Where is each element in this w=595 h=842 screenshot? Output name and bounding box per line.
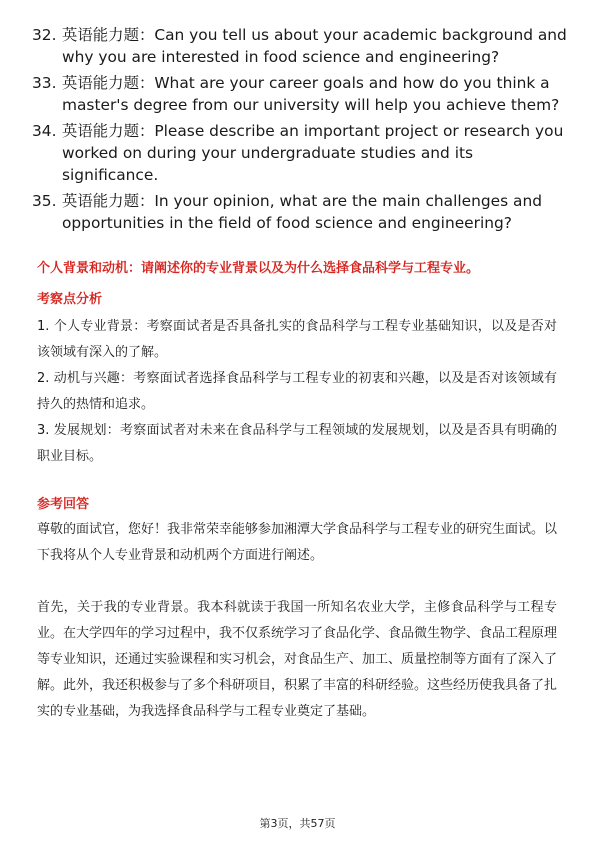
analysis-point: 1. 个人专业背景：考察面试者是否具备扎实的食品科学与工程专业基础知识，以及是否对该领域有深入的了解。 (37, 319, 557, 360)
question-number: 35. (32, 192, 57, 210)
answer-paragraph: 首先，关于我的专业背景。我本科就读于我国一所知名农业大学，主修食品科学与工程专业。在大学四年的学习过程中，我不仅系统学习了食品化学、食品微生物学、食品工程原理等专业知识，还通过实验课程和实习机会，对食品生产、加工、质量控制等方面有了深入了解。此外，我还积极参与了多个科研项目，积累了丰富的科研经验。这些经历使我具备了扎实的专业基础，为我选择食品科学与工程专业奠定了基础。 (37, 600, 558, 719)
question-number: 34. (32, 122, 57, 140)
question-text: 英语能力题：In your opinion, what are the main challenges and opportunities in the field of food science and engineering? (62, 192, 542, 232)
topic-title: 个人背景和动机：请阐述你的专业背景以及为什么选择食品科学与工程专业。 (37, 261, 480, 276)
question-list (32, 24, 567, 238)
topic-section (37, 259, 557, 279)
question-item (32, 190, 567, 234)
question-text: 英语能力题：Please describe an important project or research you worked on during your undergraduate studies and its significance. (62, 122, 564, 184)
answer-paragraph: 尊敬的面试官，您好！我非常荣幸能够参加湘潭大学食品科学与工程专业的研究生面试。以下我将从个人专业背景和动机两个方面进行阐述。 (37, 522, 558, 563)
analysis-point: 2. 动机与兴趣：考察面试者选择食品科学与工程专业的初衷和兴趣，以及是否对该领域有持久的热情和追求。 (37, 371, 557, 412)
analysis-point: 3. 发展规划：考察面试者对未来在食品科学与工程领域的发展规划，以及是否具有明确的职业目标。 (37, 423, 557, 464)
question-number: 32. (32, 26, 57, 44)
question-text: 英语能力题：What are your career goals and how do you think a master's degree from our university will help you achieve them? (62, 74, 560, 114)
question-text: 英语能力题：Can you tell us about your academic background and why you are interested in food science and engineering? (62, 26, 567, 66)
analysis-heading: 考察点分析 (37, 292, 103, 307)
question-number: 33. (32, 74, 57, 92)
answer-section (37, 495, 557, 725)
question-item (32, 24, 567, 68)
page-number: 第3页，共57页 (259, 817, 336, 830)
question-item (32, 72, 567, 116)
analysis-section (37, 290, 557, 470)
question-item (32, 120, 567, 186)
answer-heading: 参考回答 (37, 497, 90, 512)
